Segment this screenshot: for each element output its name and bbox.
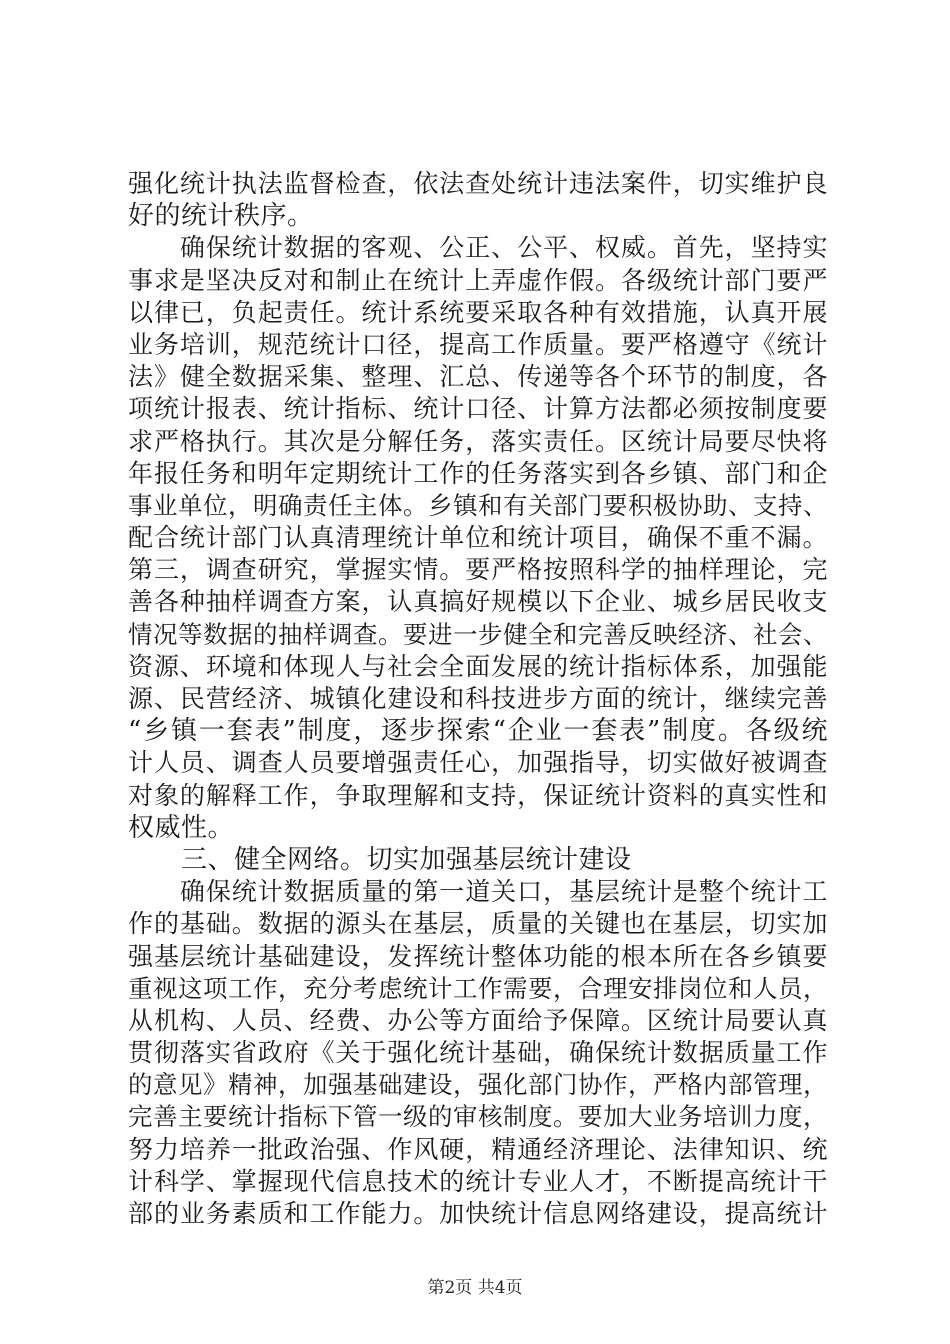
page-number-label: 第2页 共4页 [427,1278,523,1298]
text-line: 情况等数据的抽样调查。要进一步健全和完善反映经济、社会、 [128,619,828,649]
text-line: 重视这项工作，充分考虑统计工作需要，合理安排岗位和人员， [128,973,828,1003]
text-line: 从机构、人员、经费、办公等方面给予保障。区统计局要认真 [128,1005,828,1035]
text-line: 强化统计执法监督检查，依法查处统计违法案件，切实维护良 [128,169,828,198]
text-line: 业务培训，规范统计口径，提高工作质量。要严格遵守《统计 [128,329,828,359]
text-line: 部的业务素质和工作能力。加快统计信息网络建设，提高统计 [128,1199,828,1228]
text-line: 年报任务和明年定期统计工作的任务落实到各乡镇、部门和企 [128,458,828,488]
text-line: 配合统计部门认真清理统计单位和统计项目，确保不重不漏。 [128,523,828,553]
text-line: 权威性。 [128,812,235,843]
text-line: 三、健全网络。切实加强基层统计建设 [128,844,632,875]
text-line: 作的基础。数据的源头在基层，质量的关键也在基层，切实加 [128,909,828,939]
text-line: 好的统计秩序。 [128,201,314,232]
text-line: 贯彻落实省政府《关于强化统计基础，确保统计数据质量工作 [128,1038,828,1068]
text-line: 求严格执行。其次是分解任务，落实责任。区统计局要尽快将 [128,426,828,456]
text-line: 第三，调查研究，掌握实情。要严格按照科学的抽样理论，完 [128,555,828,585]
text-line: 完善主要统计指标下管一级的审核制度。要加大业务培训力度， [128,1102,828,1132]
text-line: 努力培养一批政治强、作风硬，精通经济理论、法律知识、统 [128,1134,828,1164]
text-line: 确保统计数据质量的第一道关口，基层统计是整个统计工 [128,877,828,907]
text-line: 善各种抽样调查方案，认真搞好规模以下企业、城乡居民收支 [128,587,828,617]
text-line: 计科学、掌握现代信息技术的统计专业人才，不断提高统计干 [128,1166,828,1196]
text-line: 的意见》精神，加强基础建设，强化部门协作，严格内部管理， [128,1070,828,1100]
text-line: 计人员、调查人员要增强责任心，加强指导，切实做好被调查 [128,748,828,778]
text-line: 以律已，负起责任。统计系统要采取各种有效措施，认真开展 [128,297,828,327]
document-body [128,168,828,1230]
page-footer [0,1277,950,1299]
text-line: “乡镇一套表”制度，逐步探索“企业一套表”制度。各级统 [128,716,828,747]
text-line: 对象的解释工作，争取理解和支持，保证统计资料的真实性和 [128,780,828,810]
text-line: 资源、环境和体现人与社会全面发展的统计指标体系，加强能 [128,651,828,681]
text-line: 项统计报表、统计指标、统计口径、计算方法都必须按制度要 [128,394,828,424]
text-line: 强基层统计基础建设，发挥统计整体功能的根本所在各乡镇要 [128,941,828,971]
text-line: 事业单位，明确责任主体。乡镇和有关部门要积极协助、支持、 [128,490,828,520]
text-line: 事求是坚决反对和制止在统计上弄虚作假。各级统计部门要严 [128,265,828,295]
text-line: 法》健全数据采集、整理、汇总、传递等各个环节的制度，各 [128,362,828,392]
text-line: 源、民营经济、城镇化建设和科技进步方面的统计，继续完善 [128,684,828,713]
text-line: 确保统计数据的客观、公正、公平、权威。首先，坚持实 [128,233,828,263]
